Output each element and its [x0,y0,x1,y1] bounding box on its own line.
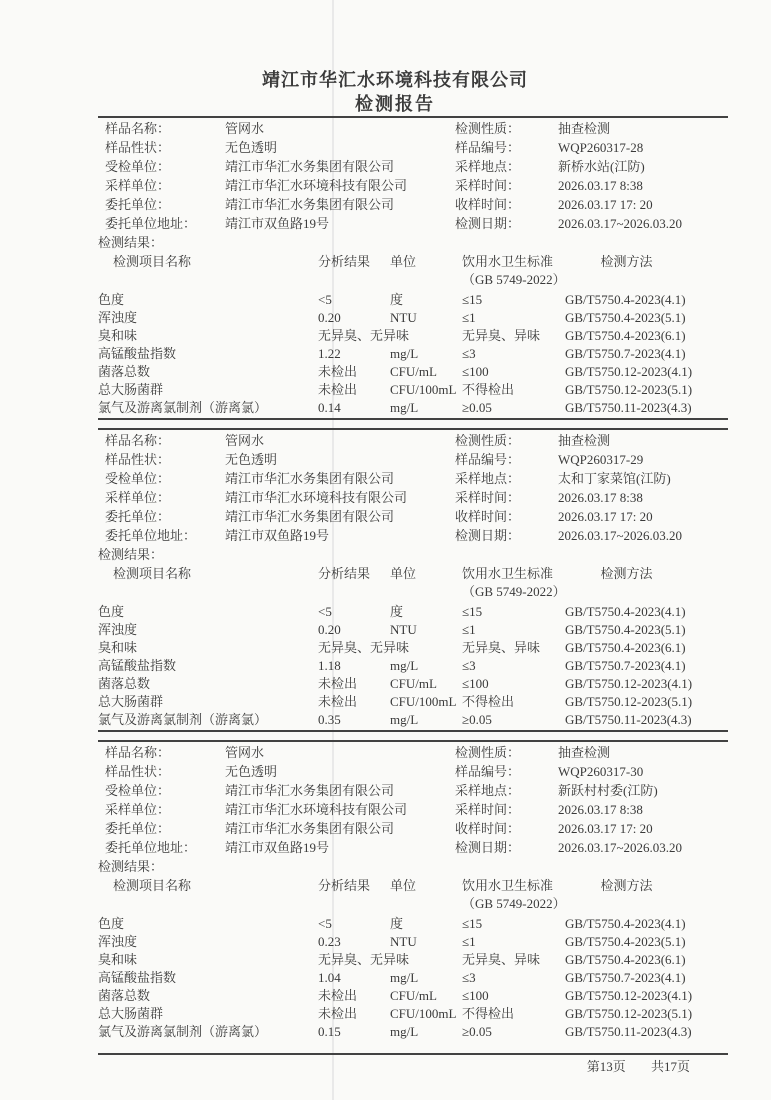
table-row [98,657,728,675]
info-label: 受检单位： [105,783,171,798]
table-subheader-row [98,895,728,915]
cell-method: GB/T5750.7-2023(4.1) [565,658,686,673]
col-header-standard: 饮用水卫生标准 [462,254,554,269]
info-value: 抽查检测 [558,433,611,448]
info-label: 检测性质： [455,433,521,448]
cell-result: 0.23 [318,934,341,949]
cell-method: GB/T5750.12-2023(5.1) [565,1006,693,1021]
table-row [98,675,728,693]
info-value: 无色透明 [225,764,278,779]
info-value: 新跃村村委(江防) [558,783,658,798]
info-label: 采样时间： [455,490,521,505]
info-row [98,781,728,800]
cell-standard: ≥0.05 [462,1024,492,1039]
info-label: 检测日期： [455,216,521,231]
table-row [98,309,728,327]
cell-standard: ≤100 [462,676,489,691]
col-header-unit: 单位 [390,566,417,581]
cell-standard: 不得检出 [462,1006,515,1021]
spacer-cell [390,271,462,291]
info-label: 样品性状： [105,764,171,779]
page-footer-text [98,1058,728,1075]
info-value: 管网水 [225,433,265,448]
cell-result: 0.14 [318,400,341,415]
cell-method: GB/T5750.12-2023(5.1) [565,694,693,709]
cell-method: GB/T5750.4-2023(5.1) [565,310,686,325]
cell-item: 总大肠菌群 [98,382,164,397]
info-row [98,507,728,526]
cell-item: 菌落总数 [98,988,151,1003]
document-page [98,68,728,1075]
info-value: 2026.03.17~2026.03.20 [558,216,683,231]
cell-standard: ≤100 [462,988,489,1003]
cell-result: 未检出 [318,1006,358,1021]
cell-unit: CFU/100mL [390,694,457,709]
cell-method: GB/T5750.12-2023(4.1) [565,676,693,691]
info-label: 委托单位： [105,821,171,836]
col-header-result: 分析结果 [318,878,371,893]
cell-unit: NTU [390,622,417,637]
info-value: 无色透明 [225,140,278,155]
spacer-cell [98,895,318,915]
info-value: 靖江市华汇水务集团有限公司 [225,509,395,524]
info-label: 采样地点： [455,471,521,486]
table-row [98,711,728,729]
cell-method: GB/T5750.12-2023(4.1) [565,364,693,379]
spacer-cell [318,583,390,603]
cell-method: GB/T5750.4-2023(4.1) [565,292,686,307]
info-value: 2026.03.17 17: 20 [558,197,653,212]
sample-info [98,431,728,545]
info-row [98,743,728,762]
cell-unit [390,951,462,969]
col-header-item: 检测项目名称 [113,566,192,581]
cell-method: GB/T5750.4-2023(5.1) [565,622,686,637]
cell-standard: 不得检出 [462,382,515,397]
info-value: 靖江市华汇水环境科技有限公司 [225,490,408,505]
cell-unit: mg/L [390,1024,419,1039]
table-row [98,639,728,657]
info-value: 2026.03.17 17: 20 [558,509,653,524]
info-label: 采样单位： [105,490,171,505]
cell-method: GB/T5750.11-2023(4.3) [565,712,692,727]
cell-item: 臭和味 [98,328,138,343]
cell-method: GB/T5750.12-2023(4.1) [565,988,693,1003]
info-value: 抽查检测 [558,121,611,136]
spacer-cell [565,271,728,291]
cell-item: 色度 [98,292,125,307]
info-label: 样品编号： [455,764,521,779]
info-value: 靖江市华汇水务集团有限公司 [225,783,395,798]
info-value: 靖江市华汇水务集团有限公司 [225,197,395,212]
cell-method: GB/T5750.7-2023(4.1) [565,970,686,985]
cell-unit: 度 [390,604,404,619]
cell-standard: ≥0.05 [462,400,492,415]
info-label: 样品编号： [455,140,521,155]
cell-result: 无异臭、无异味 [318,952,410,967]
cell-item: 高锰酸盐指数 [98,658,177,673]
sample-section [98,428,728,732]
cell-result: 未检出 [318,694,358,709]
table-row [98,327,728,345]
cell-standard: 无异臭、异味 [462,952,541,967]
info-value: 靖江市华汇水环境科技有限公司 [225,178,408,193]
table-header-row [98,877,728,895]
info-row [98,176,728,195]
cell-result: 0.20 [318,622,341,637]
info-row [98,526,728,545]
page-footer [98,1053,728,1075]
results-heading: 检测结果： [98,859,164,874]
spacer-cell [98,583,318,603]
info-row [98,838,728,857]
col-header-result: 分析结果 [318,566,371,581]
info-row [98,819,728,838]
table-row [98,1005,728,1023]
info-row [98,450,728,469]
cell-unit: mg/L [390,970,419,985]
results-heading: 检测结果： [98,547,164,562]
info-value: 抽查检测 [558,745,611,760]
info-label: 委托单位： [105,197,171,212]
report-title: 检测报告 [355,94,435,114]
table-row [98,933,728,951]
cell-unit [390,327,462,345]
cell-result: 0.35 [318,712,341,727]
table-row [98,291,728,309]
cell-unit: CFU/mL [390,364,437,379]
info-value: 2026.03.17~2026.03.20 [558,840,683,855]
cell-unit: 度 [390,292,404,307]
cell-item: 色度 [98,916,125,931]
cell-result: 未检出 [318,676,358,691]
info-label: 受检单位： [105,471,171,486]
info-value: WQP260317-30 [558,764,644,779]
info-label: 检测日期： [455,528,521,543]
cell-unit: CFU/100mL [390,382,457,397]
info-label: 委托单位地址： [105,528,197,543]
info-label: 检测日期： [455,840,521,855]
cell-item: 臭和味 [98,640,138,655]
cell-standard: ≤15 [462,916,483,931]
col-header-unit: 单位 [390,254,417,269]
cell-unit: mg/L [390,400,419,415]
info-value: WQP260317-28 [558,140,644,155]
cell-result: 0.20 [318,310,341,325]
results-table [98,565,728,732]
standard-reference: （GB 5749-2022） [462,584,566,599]
info-row [98,800,728,819]
sample-info [98,119,728,233]
table-row [98,693,728,711]
table-row [98,399,728,417]
info-label: 样品编号： [455,452,521,467]
info-label: 样品性状： [105,452,171,467]
cell-unit: NTU [390,934,417,949]
cell-result: <5 [318,292,332,307]
cell-result: <5 [318,916,332,931]
info-row [98,431,728,450]
spacer-cell [565,583,728,603]
cell-result: <5 [318,604,332,619]
cell-method: GB/T5750.4-2023(6.1) [565,952,686,967]
info-label: 检测性质： [455,745,521,760]
sample-section [98,740,728,1042]
cell-standard: ≤15 [462,604,483,619]
col-header-standard: 饮用水卫生标准 [462,566,554,581]
info-label: 样品名称： [105,121,171,136]
info-row [98,762,728,781]
company-title: 靖江市华汇水环境科技有限公司 [262,70,528,90]
info-label: 收样时间： [455,197,521,212]
cell-standard: ≤100 [462,364,489,379]
cell-method: GB/T5750.4-2023(4.1) [565,916,686,931]
cell-item: 臭和味 [98,952,138,967]
info-value: 2026.03.17 17: 20 [558,821,653,836]
cell-item: 浑浊度 [98,622,138,637]
spacer-cell [98,271,318,291]
info-label: 委托单位地址： [105,216,197,231]
table-row [98,969,728,987]
cell-method: GB/T5750.11-2023(4.3) [565,1024,692,1039]
table-header-row [98,565,728,583]
table-row [98,381,728,399]
cell-standard: 无异臭、异味 [462,328,541,343]
col-header-item: 检测项目名称 [113,254,192,269]
cell-standard: ≤1 [462,934,476,949]
cell-result: 1.04 [318,970,341,985]
col-header-result: 分析结果 [318,254,371,269]
col-header-method: 检测方法 [600,254,653,269]
info-value: 2026.03.17 8:38 [558,178,643,193]
info-row [98,214,728,233]
info-value: 靖江市华汇水务集团有限公司 [225,471,395,486]
cell-standard: ≤3 [462,970,476,985]
info-row [98,469,728,488]
cell-result: 未检出 [318,364,358,379]
info-row [98,195,728,214]
cell-item: 氯气及游离氯制剂（游离氯） [98,1024,268,1039]
cell-method: GB/T5750.4-2023(5.1) [565,934,686,949]
cell-unit: CFU/mL [390,676,437,691]
standard-reference: （GB 5749-2022） [462,896,566,911]
table-subheader-row [98,271,728,291]
cell-result: 未检出 [318,988,358,1003]
cell-item: 菌落总数 [98,364,151,379]
total-pages: 共17页 [650,1059,690,1074]
spacer-cell [318,271,390,291]
info-value: 靖江市华汇水环境科技有限公司 [225,802,408,817]
info-value: 靖江市双鱼路19号 [225,840,330,855]
cell-method: GB/T5750.4-2023(4.1) [565,604,686,619]
cell-result: 1.22 [318,346,341,361]
table-row [98,915,728,933]
cell-method: GB/T5750.4-2023(6.1) [565,640,686,655]
info-label: 采样时间： [455,178,521,193]
results-table [98,253,728,420]
cell-result: 未检出 [318,382,358,397]
spacer-cell [390,583,462,603]
cell-unit: 度 [390,916,404,931]
sample-info [98,743,728,857]
sample-section [98,116,728,420]
info-row [98,488,728,507]
info-value: 无色透明 [225,452,278,467]
table-row [98,987,728,1005]
cell-method: GB/T5750.7-2023(4.1) [565,346,686,361]
page-number: 第13页 [586,1059,626,1074]
cell-item: 总大肠菌群 [98,1006,164,1021]
table-row [98,621,728,639]
info-value: 2026.03.17~2026.03.20 [558,528,683,543]
info-value: 太和丁家菜馆(江防) [558,471,671,486]
info-value: 靖江市华汇水务集团有限公司 [225,821,395,836]
sample-sections [98,116,728,1042]
cell-unit: mg/L [390,346,419,361]
cell-standard: ≤3 [462,658,476,673]
cell-standard: ≤15 [462,292,483,307]
results-table [98,877,728,1042]
table-row [98,363,728,381]
info-value: 靖江市双鱼路19号 [225,528,330,543]
info-label: 采样地点： [455,159,521,174]
cell-unit [390,639,462,657]
info-label: 收样时间： [455,821,521,836]
cell-item: 氯气及游离氯制剂（游离氯） [98,400,268,415]
info-value: 新桥水站(江防) [558,159,645,174]
cell-item: 高锰酸盐指数 [98,346,177,361]
info-value: WQP260317-29 [558,452,644,467]
info-row [98,138,728,157]
table-row [98,951,728,969]
spacer-cell [565,895,728,915]
cell-item: 浑浊度 [98,310,138,325]
info-value: 2026.03.17 8:38 [558,490,643,505]
info-value: 靖江市双鱼路19号 [225,216,330,231]
cell-unit: CFU/100mL [390,1006,457,1021]
spacer-cell [390,895,462,915]
cell-item: 色度 [98,604,125,619]
info-label: 委托单位地址： [105,840,197,855]
info-value: 管网水 [225,745,265,760]
cell-result: 无异臭、无异味 [318,640,410,655]
report-header [98,68,728,116]
cell-standard: ≤1 [462,310,476,325]
info-label: 样品名称： [105,433,171,448]
cell-standard: ≤3 [462,346,476,361]
cell-item: 氯气及游离氯制剂（游离氯） [98,712,268,727]
cell-result: 无异臭、无异味 [318,328,410,343]
info-label: 采样时间： [455,802,521,817]
table-header-row [98,253,728,271]
cell-method: GB/T5750.4-2023(6.1) [565,328,686,343]
table-row [98,603,728,621]
info-label: 采样单位： [105,802,171,817]
info-label: 检测性质： [455,121,521,136]
info-label: 采样单位： [105,178,171,193]
cell-unit: CFU/mL [390,988,437,1003]
col-header-method: 检测方法 [600,566,653,581]
table-subheader-row [98,583,728,603]
results-heading: 检测结果： [98,235,164,250]
info-value: 靖江市华汇水务集团有限公司 [225,159,395,174]
spacer-cell [318,895,390,915]
cell-result: 1.18 [318,658,341,673]
cell-result: 0.15 [318,1024,341,1039]
info-label: 样品名称： [105,745,171,760]
cell-unit: mg/L [390,712,419,727]
cell-method: GB/T5750.12-2023(5.1) [565,382,693,397]
cell-unit: NTU [390,310,417,325]
info-row [98,119,728,138]
cell-item: 总大肠菌群 [98,694,164,709]
info-label: 委托单位： [105,509,171,524]
cell-item: 菌落总数 [98,676,151,691]
col-header-item: 检测项目名称 [113,878,192,893]
cell-unit: mg/L [390,658,419,673]
table-row [98,1023,728,1041]
standard-reference: （GB 5749-2022） [462,272,566,287]
info-value: 管网水 [225,121,265,136]
table-row [98,345,728,363]
col-header-method: 检测方法 [600,878,653,893]
cell-item: 高锰酸盐指数 [98,970,177,985]
info-label: 受检单位： [105,159,171,174]
cell-method: GB/T5750.11-2023(4.3) [565,400,692,415]
cell-standard: 不得检出 [462,694,515,709]
cell-item: 浑浊度 [98,934,138,949]
cell-standard: ≤1 [462,622,476,637]
col-header-standard: 饮用水卫生标准 [462,878,554,893]
info-row [98,157,728,176]
col-header-unit: 单位 [390,878,417,893]
info-label: 收样时间： [455,509,521,524]
info-label: 采样地点： [455,783,521,798]
info-label: 样品性状： [105,140,171,155]
cell-standard: ≥0.05 [462,712,492,727]
info-value: 2026.03.17 8:38 [558,802,643,817]
cell-standard: 无异臭、异味 [462,640,541,655]
